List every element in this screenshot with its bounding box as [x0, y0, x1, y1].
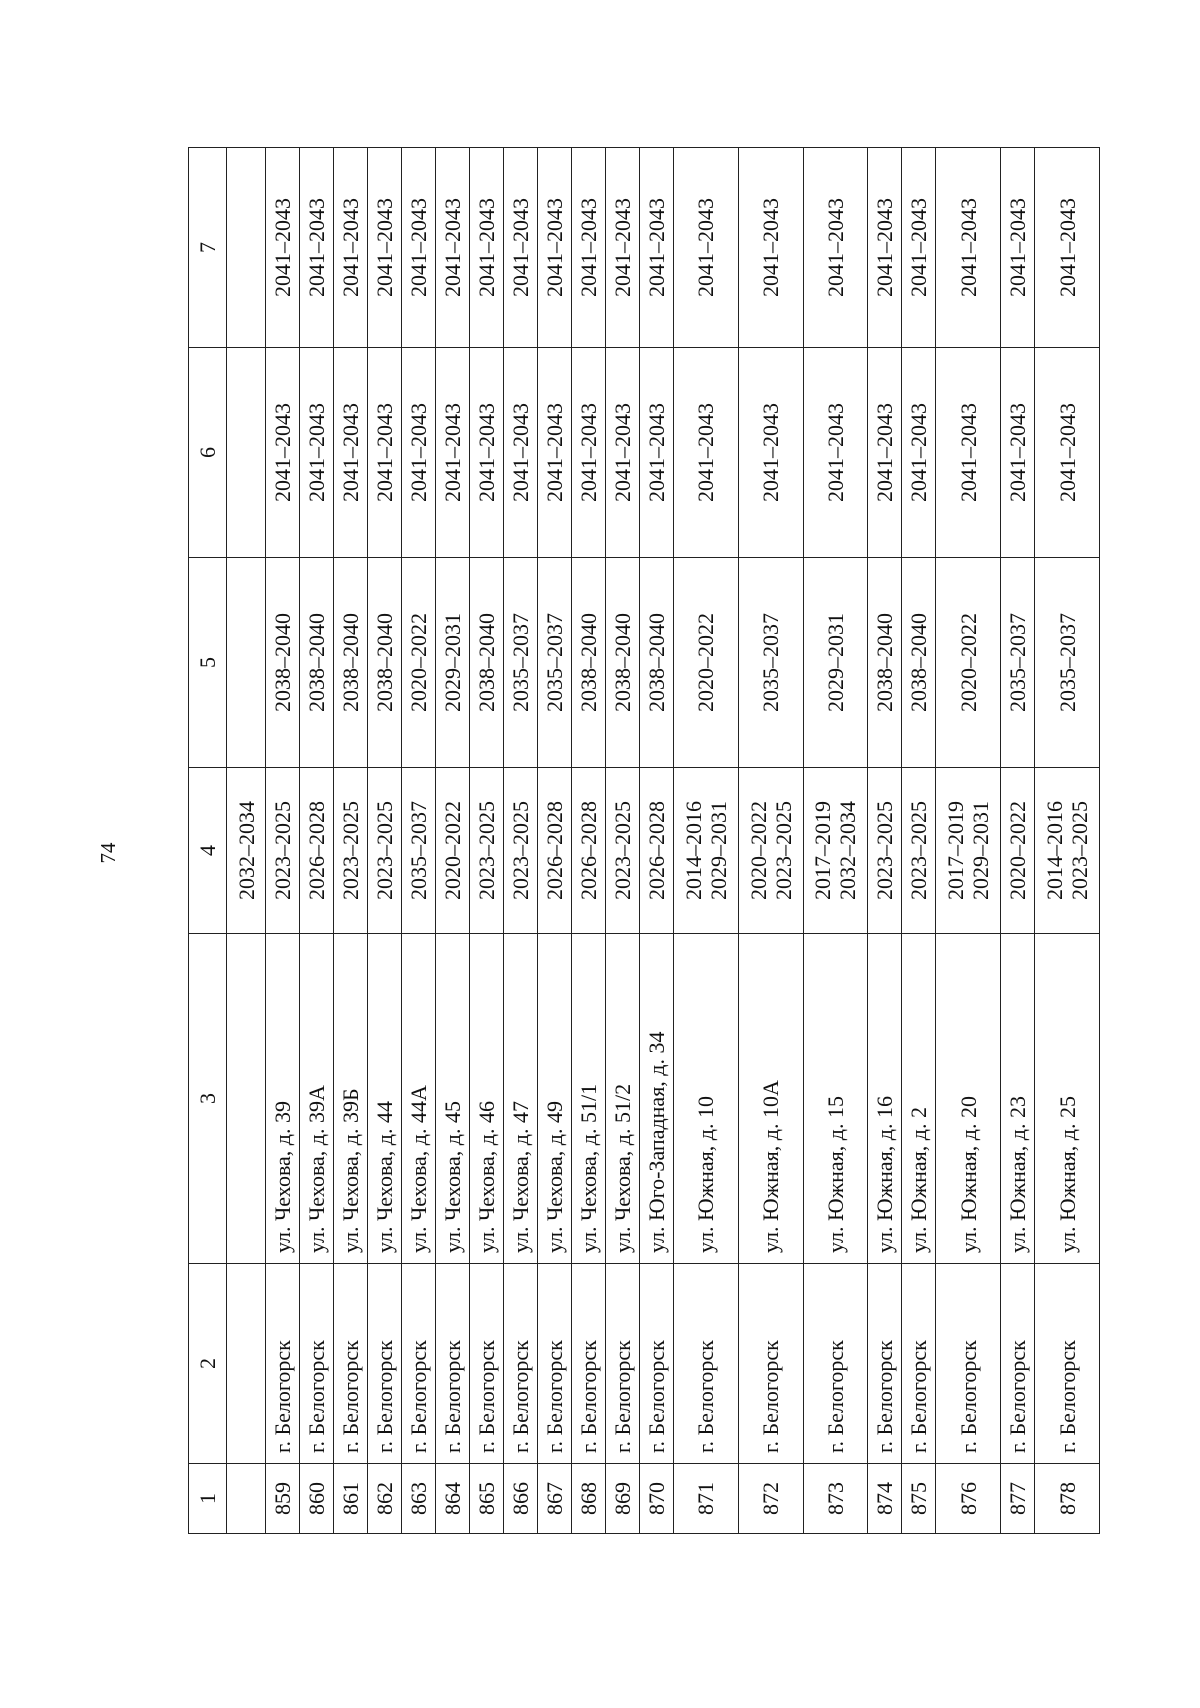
address-cell: ул. Юго-Западная, д. 34	[639, 934, 673, 1264]
period-5-cell: 2020–2022	[674, 558, 739, 768]
period-4-cell	[738, 768, 803, 934]
period-4-cell	[571, 768, 605, 934]
period-5-cell: 2038–2040	[265, 558, 299, 768]
period-line: 2029–2031	[968, 801, 994, 900]
address-cell: ул. Чехова, д. 39	[265, 934, 299, 1264]
row-number: 860	[299, 1464, 333, 1534]
header-cell-7: 7	[189, 148, 227, 348]
row-number: 865	[469, 1464, 503, 1534]
period-line: 2026–2028	[643, 801, 669, 900]
row-number: 862	[367, 1464, 401, 1534]
period-6-cell: 2041–2043	[537, 348, 571, 558]
period-7-cell: 2041–2043	[537, 148, 571, 348]
row-number: 875	[902, 1464, 936, 1534]
period-7-cell: 2041–2043	[265, 148, 299, 348]
header-row	[189, 148, 227, 1534]
period-5-cell: 2035–2037	[1001, 558, 1035, 768]
row-number: 859	[265, 1464, 299, 1534]
header-cell-5: 5	[189, 558, 227, 768]
period-line: 2017–2019	[943, 801, 969, 900]
period-line: 2020–2022	[745, 801, 771, 900]
period-5-cell: 2035–2037	[1035, 558, 1100, 768]
period-4-cell	[367, 768, 401, 934]
city-cell: г. Белогорск	[299, 1264, 333, 1464]
city-cell: г. Белогорск	[1001, 1264, 1035, 1464]
period-4-cell	[803, 768, 868, 934]
address-cell: ул. Чехова, д. 39Б	[333, 934, 367, 1264]
address-cell: ул. Чехова, д. 46	[469, 934, 503, 1264]
period-7-cell: 2041–2043	[401, 148, 435, 348]
period-line: 2020–2022	[1005, 801, 1031, 900]
table-row	[537, 148, 571, 1534]
period-5-cell: 2035–2037	[503, 558, 537, 768]
period-7-cell: 2041–2043	[1001, 148, 1035, 348]
row-number: 866	[503, 1464, 537, 1534]
header-cell-6: 6	[189, 348, 227, 558]
table-row	[265, 148, 299, 1534]
city-cell: г. Белогорск	[605, 1264, 639, 1464]
city-cell: г. Белогорск	[401, 1264, 435, 1464]
address-cell: ул. Чехова, д. 44	[367, 934, 401, 1264]
period-6-cell: 2041–2043	[868, 348, 902, 558]
rotated-table-container	[188, 148, 1100, 1534]
table-row	[1035, 148, 1100, 1534]
period-4-cell	[605, 768, 639, 934]
period-line: 2026–2028	[575, 801, 601, 900]
period-line: 2014–2016	[1042, 801, 1068, 900]
table-row	[1001, 148, 1035, 1534]
period-5-cell: 2035–2037	[738, 558, 803, 768]
table-row	[435, 148, 469, 1534]
period-line: 2026–2028	[303, 801, 329, 900]
period-5-cell: 2029–2031	[803, 558, 868, 768]
table-row	[571, 148, 605, 1534]
period-line: 2026–2028	[541, 801, 567, 900]
city-cell: г. Белогорск	[367, 1264, 401, 1464]
period-4-cell	[401, 768, 435, 934]
period-4-cell	[503, 768, 537, 934]
city-cell: г. Белогорск	[1035, 1264, 1100, 1464]
row-number: 863	[401, 1464, 435, 1534]
address-cell: ул. Чехова, д. 49	[537, 934, 571, 1264]
period-6-cell: 2041–2043	[803, 348, 868, 558]
city-cell: г. Белогорск	[936, 1264, 1001, 1464]
header-cell-2: 2	[189, 1264, 227, 1464]
city-cell: г. Белогорск	[333, 1264, 367, 1464]
period-4-cell	[674, 768, 739, 934]
period-7-cell: 2041–2043	[435, 148, 469, 348]
period-5-cell: 2038–2040	[333, 558, 367, 768]
period-line: 2035–2037	[405, 801, 431, 900]
table-body	[189, 148, 1100, 1534]
city-cell: г. Белогорск	[674, 1264, 739, 1464]
period-6-cell: 2041–2043	[435, 348, 469, 558]
table-row	[469, 148, 503, 1534]
continuation-cell	[227, 1464, 265, 1534]
period-line: 2023–2025	[906, 801, 932, 900]
schedule-table	[188, 147, 1100, 1534]
city-cell: г. Белогорск	[902, 1264, 936, 1464]
city-cell: г. Белогорск	[265, 1264, 299, 1464]
period-6-cell: 2041–2043	[1001, 348, 1035, 558]
period-7-cell: 2041–2043	[868, 148, 902, 348]
city-cell: г. Белогорск	[571, 1264, 605, 1464]
period-line: 2023–2025	[371, 801, 397, 900]
address-cell: ул. Южная, д. 10А	[738, 934, 803, 1264]
period-line: 2020–2022	[439, 801, 465, 900]
period-6-cell: 2041–2043	[299, 348, 333, 558]
continuation-cell	[227, 348, 265, 558]
period-5-cell: 2020–2022	[401, 558, 435, 768]
address-cell: ул. Южная, д. 10	[674, 934, 739, 1264]
period-line: 2023–2025	[1067, 801, 1093, 900]
address-cell: ул. Южная, д. 15	[803, 934, 868, 1264]
period-line: 2014–2016	[680, 801, 706, 900]
period-4-cell	[469, 768, 503, 934]
address-cell: ул. Чехова, д. 45	[435, 934, 469, 1264]
address-cell: ул. Чехова, д. 47	[503, 934, 537, 1264]
table-row	[868, 148, 902, 1534]
table-row	[401, 148, 435, 1534]
period-6-cell: 2041–2043	[469, 348, 503, 558]
city-cell: г. Белогорск	[738, 1264, 803, 1464]
period-4-cell	[299, 768, 333, 934]
period-7-cell: 2041–2043	[367, 148, 401, 348]
period-4-cell	[265, 768, 299, 934]
period-6-cell: 2041–2043	[333, 348, 367, 558]
row-number: 878	[1035, 1464, 1100, 1534]
table-row	[333, 148, 367, 1534]
address-cell: ул. Южная, д. 20	[936, 934, 1001, 1264]
header-cell-1: 1	[189, 1464, 227, 1534]
row-number: 877	[1001, 1464, 1035, 1534]
row-number: 867	[537, 1464, 571, 1534]
row-number: 874	[868, 1464, 902, 1534]
period-6-cell: 2041–2043	[571, 348, 605, 558]
period-line: 2023–2025	[609, 801, 635, 900]
continuation-cell	[227, 148, 265, 348]
period-4-cell	[868, 768, 902, 934]
period-6-cell: 2041–2043	[674, 348, 739, 558]
address-cell: ул. Чехова, д. 51/1	[571, 934, 605, 1264]
period-5-cell: 2020–2022	[936, 558, 1001, 768]
period-4-cell	[435, 768, 469, 934]
continuation-row	[227, 148, 265, 1534]
period-6-cell: 2041–2043	[738, 348, 803, 558]
period-6-cell: 2041–2043	[639, 348, 673, 558]
period-5-cell: 2038–2040	[469, 558, 503, 768]
period-4-cell	[936, 768, 1001, 934]
table-row	[936, 148, 1001, 1534]
period-7-cell: 2041–2043	[503, 148, 537, 348]
period-5-cell: 2038–2040	[367, 558, 401, 768]
period-6-cell: 2041–2043	[265, 348, 299, 558]
row-number: 872	[738, 1464, 803, 1534]
row-number: 869	[605, 1464, 639, 1534]
table-row	[503, 148, 537, 1534]
period-6-cell: 2041–2043	[936, 348, 1001, 558]
period-7-cell: 2041–2043	[299, 148, 333, 348]
continuation-cell	[227, 934, 265, 1264]
period-7-cell: 2041–2043	[469, 148, 503, 348]
period-5-cell: 2038–2040	[605, 558, 639, 768]
page-number: 74	[96, 842, 120, 864]
period-4-cell	[1001, 768, 1035, 934]
row-number: 876	[936, 1464, 1001, 1534]
period-line: 2023–2025	[473, 801, 499, 900]
period-7-cell: 2041–2043	[803, 148, 868, 348]
address-cell: ул. Южная, д. 16	[868, 934, 902, 1264]
address-cell: ул. Чехова, д. 51/2	[605, 934, 639, 1264]
table-row	[639, 148, 673, 1534]
period-line: 2017–2019	[810, 801, 836, 900]
period-7-cell: 2041–2043	[738, 148, 803, 348]
period-7-cell: 2041–2043	[639, 148, 673, 348]
period-5-cell: 2035–2037	[537, 558, 571, 768]
period-7-cell: 2041–2043	[571, 148, 605, 348]
period-7-cell: 2041–2043	[333, 148, 367, 348]
city-cell: г. Белогорск	[803, 1264, 868, 1464]
table-row	[605, 148, 639, 1534]
address-cell: ул. Чехова, д. 39А	[299, 934, 333, 1264]
row-number: 871	[674, 1464, 739, 1534]
city-cell: г. Белогорск	[868, 1264, 902, 1464]
address-cell: ул. Чехова, д. 44А	[401, 934, 435, 1264]
continuation-cell	[227, 1264, 265, 1464]
row-number: 864	[435, 1464, 469, 1534]
period-6-cell: 2041–2043	[401, 348, 435, 558]
period-6-cell: 2041–2043	[367, 348, 401, 558]
row-number: 861	[333, 1464, 367, 1534]
period-5-cell: 2029–2031	[435, 558, 469, 768]
period-4-cell	[333, 768, 367, 934]
row-number: 868	[571, 1464, 605, 1534]
period-5-cell: 2038–2040	[868, 558, 902, 768]
period-6-cell: 2041–2043	[902, 348, 936, 558]
period-line: 2023–2025	[770, 801, 796, 900]
period-4-cell	[537, 768, 571, 934]
city-cell: г. Белогорск	[435, 1264, 469, 1464]
table-row	[299, 148, 333, 1534]
city-cell: г. Белогорск	[639, 1264, 673, 1464]
header-cell-4: 4	[189, 768, 227, 934]
period-line: 2023–2025	[507, 801, 533, 900]
period-7-cell: 2041–2043	[605, 148, 639, 348]
table-row	[803, 148, 868, 1534]
row-number: 873	[803, 1464, 868, 1534]
period-6-cell: 2041–2043	[503, 348, 537, 558]
period-line: 2023–2025	[872, 801, 898, 900]
address-cell: ул. Южная, д. 23	[1001, 934, 1035, 1264]
address-cell: ул. Южная, д. 2	[902, 934, 936, 1264]
period-line: 2029–2031	[705, 801, 731, 900]
period-5-cell: 2038–2040	[571, 558, 605, 768]
period-line: 2032–2034	[835, 801, 861, 900]
period-6-cell: 2041–2043	[1035, 348, 1100, 558]
period-5-cell: 2038–2040	[902, 558, 936, 768]
period-line: 2023–2025	[269, 801, 295, 900]
period-4-cell	[902, 768, 936, 934]
period-7-cell: 2041–2043	[1035, 148, 1100, 348]
period-7-cell: 2041–2043	[936, 148, 1001, 348]
city-cell: г. Белогорск	[503, 1264, 537, 1464]
header-cell-3: 3	[189, 934, 227, 1264]
city-cell: г. Белогорск	[537, 1264, 571, 1464]
period-4-cell	[639, 768, 673, 934]
period-6-cell: 2041–2043	[605, 348, 639, 558]
period-line: 2023–2025	[337, 801, 363, 900]
period-7-cell: 2041–2043	[674, 148, 739, 348]
table-row	[738, 148, 803, 1534]
table-row	[902, 148, 936, 1534]
city-cell: г. Белогорск	[469, 1264, 503, 1464]
period-7-cell: 2041–2043	[902, 148, 936, 348]
table-row	[674, 148, 739, 1534]
address-cell: ул. Южная, д. 25	[1035, 934, 1100, 1264]
table-row	[367, 148, 401, 1534]
row-number: 870	[639, 1464, 673, 1534]
continuation-period: 2032–2034	[227, 768, 265, 934]
period-4-cell	[1035, 768, 1100, 934]
period-5-cell: 2038–2040	[299, 558, 333, 768]
continuation-cell	[227, 558, 265, 768]
period-5-cell: 2038–2040	[639, 558, 673, 768]
